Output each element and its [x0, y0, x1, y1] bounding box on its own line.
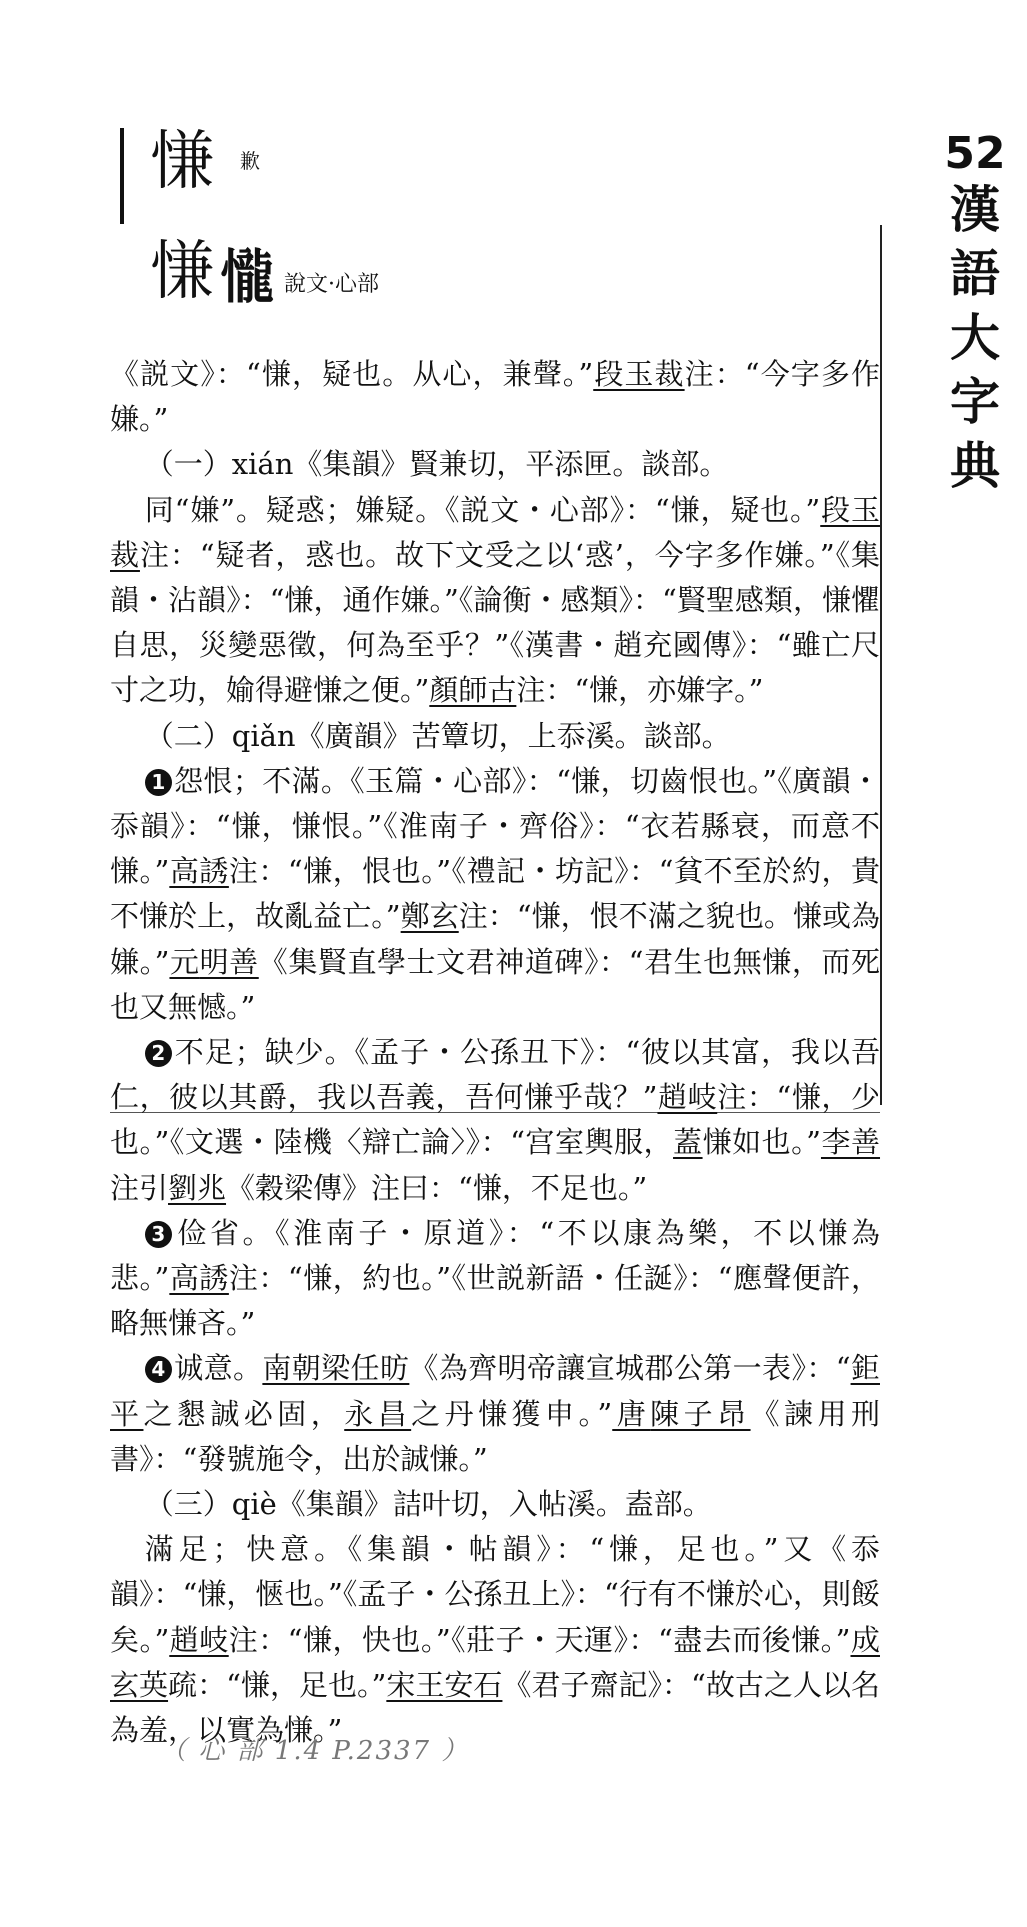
entry-headword: 慊	[150, 125, 214, 199]
volume-number: 52	[944, 128, 1006, 179]
seal-source: 說文·心部	[284, 272, 379, 297]
name-duan-yucai: 段玉裁	[110, 492, 880, 572]
name-gao-you: 高誘	[169, 854, 229, 889]
section-3-heading: （三）qiè《集韻》詰叶切，入帖溪。盍部。	[144, 1487, 712, 1522]
spine-char-1: 漢	[950, 180, 1000, 240]
name-li-shan: 李善	[820, 1125, 881, 1160]
sense-number-3: 3	[145, 1221, 172, 1248]
name-zhao-qi: 趙岐	[169, 1622, 229, 1657]
spine-char-4: 字	[950, 372, 1000, 432]
name-cheng-xuanying: 成玄英	[110, 1622, 880, 1702]
sense-number-4: 4	[145, 1356, 172, 1383]
entry-body	[110, 352, 880, 1753]
name-duan-yucai: 段玉裁	[593, 357, 685, 391]
name-nanchao-liang-renfang: 南朝梁任昉	[262, 1351, 410, 1386]
section-3-definition: 滿足；快意。《集韻・帖韻》：“慊，足也。”又《忝韻》：“慊，愜也。”《孟子・公孫丑上》：“行有不慊於心，則餒矣。”趙岐注：“慊，快也。”《莊子・天運》：“盡去而後慊。”成玄英疏：“慊，足也。”宋王安石《君子齋記》：“故古之人以名為羞，以實為慊。”	[110, 1532, 880, 1748]
name-chen-ziang: 陳子昂	[650, 1396, 751, 1431]
name-gao-you: 高誘	[169, 1261, 229, 1296]
sense-4: 4 诚意。南朝梁任昉《為齊明帝讓宣城郡公第一表》：“鉅平之懇誠必固，永昌之丹慊獲申。”唐陳子昂《諫用刑書》：“發號施令，出於誠慊。”	[110, 1351, 880, 1476]
section-1-definition: 同“嫌”。疑惑；嫌疑。《説文・心部》：“慊，疑也。”段玉裁注：“疑者，惑也。故下文受之以‘惑’，今字多作嫌。”《集韻・沾韻》：“慊，通作嫌。”《論衡・感類》：“賢聖感類，慊懼自思，災變惡徵，何為至乎？”《漢書・趙充國傳》：“雖亡尺寸之功，媮得避慊之便。”顏師古注：“慊，亦嫌字。”	[110, 492, 880, 708]
name-juping: 鉅平	[110, 1351, 880, 1431]
name-yongchang: 永昌	[344, 1396, 412, 1431]
seal-headword: 慊	[150, 235, 214, 309]
sense-number-2: 2	[145, 1040, 172, 1067]
spine-char-2: 語	[950, 244, 1000, 304]
intro-paragraph: 《説文》：“慊，疑也。从心，兼聲。”段玉裁注：“今字多作嫌。”	[110, 357, 880, 437]
spine-char-3: 大	[950, 308, 1000, 368]
sense-number-1: 1	[145, 769, 172, 796]
name-ming-shan: 明善	[199, 944, 259, 979]
sense-2: 2 不足；缺少。《孟子・公孫丑下》：“彼以其富，我以吾仁，彼以其爵，我以吾義，吾何慊乎哉？”趙岐注：“慊，少也。”《文選・陸機〈辯亡論〉》：“宫室輿服，蓋慊如也。”李善注引劉兆《穀梁傳》注曰：“慊，不足也。”	[110, 1035, 881, 1205]
spine-title	[940, 130, 1010, 498]
handwritten-reference: （ 心 部 1.4 P.2337 ）	[160, 1736, 470, 1766]
name-tang: 唐	[612, 1396, 651, 1431]
name-yan-shigu: 顏師古	[429, 673, 517, 708]
name-zhao-qi: 趙岐	[657, 1080, 718, 1115]
section-2-heading: （二）qiǎn《廣韻》苦簟切，上忝溪。談部。	[144, 718, 731, 753]
name-gai: 蓋	[673, 1125, 703, 1160]
spine-char-5: 典	[950, 436, 1000, 496]
sense-3: 3 俭省。《淮南子・原道》：“不以康為樂，不以慊為悲。”高誘注：“慊，約也。”《世説新語・任誕》：“應聲便許，略無慊吝。”	[110, 1215, 880, 1341]
seal-script-glyph: 𢤱	[220, 241, 274, 313]
sense-1: 1 怨恨；不滿。《玉篇・心部》：“慊，切齒恨也。”《廣韻・忝韻》：“慊，慊恨。”《淮南子・齊俗》：“衣若縣衰，而意不慊。”高誘注：“慊，恨也。”《禮記・坊記》：“貧不至於約，貴不慊於上，故亂益亡。”鄭玄注：“慊，恨不滿之貌也。慊或為嫌。”元明善《集賢直學士文君神道碑》：“君生也無慊，而死也又無憾。”	[110, 763, 880, 1024]
section-1-heading: （一）xián《集韻》賢兼切，平添匣。談部。	[144, 447, 729, 482]
entry-variant-note: 歉	[240, 149, 260, 173]
head-marker-bar	[120, 128, 124, 224]
name-yuan: 元	[169, 944, 200, 979]
name-song-wang-anshi: 宋王安石	[386, 1667, 503, 1702]
name-liu-zhao: 劉兆	[168, 1170, 227, 1205]
seal-script-line	[150, 235, 379, 313]
vertical-rule	[880, 225, 882, 1105]
name-zheng-xuan: 鄭玄	[400, 899, 459, 934]
